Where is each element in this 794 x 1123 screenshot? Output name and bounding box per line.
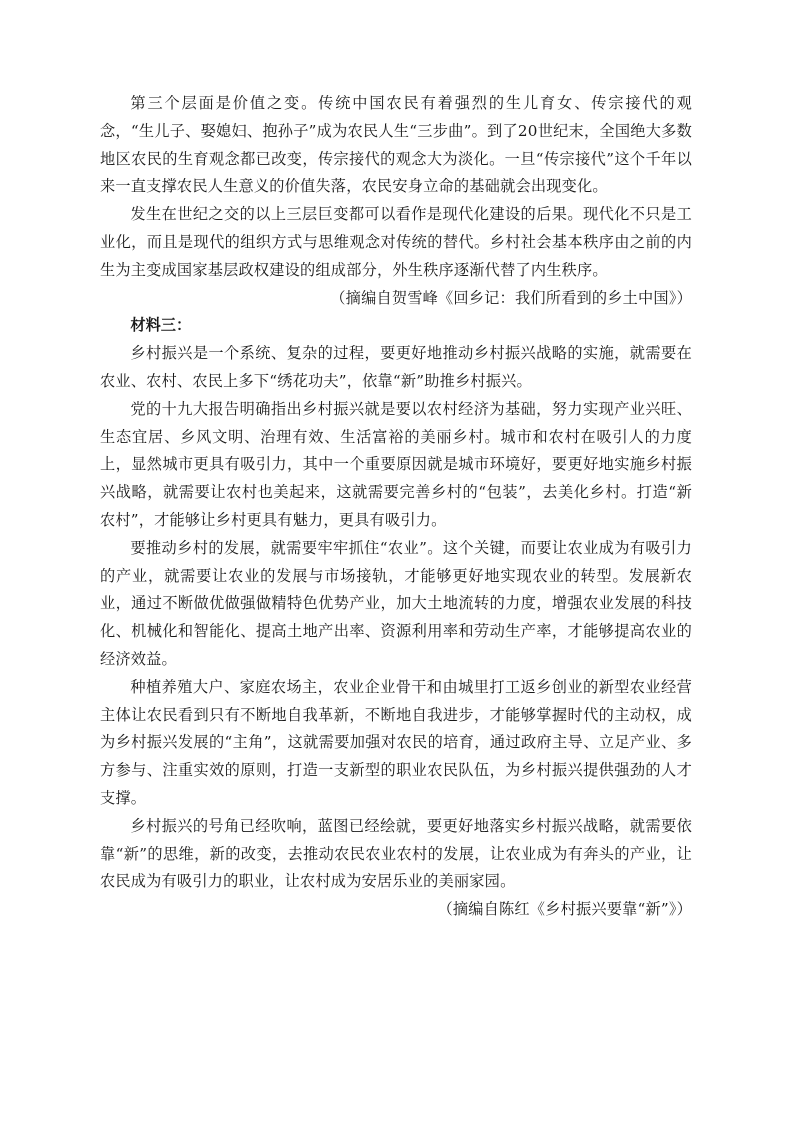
document-page — [100, 90, 692, 924]
paragraph-value-change: 第三个层面是价值之变。传统中国农民有着强烈的生儿育女、传宗接代的观念，“生儿子、娶媳妇、抱孙子”成为农民人生“三步曲”。到了20世纪末，全国绝大多数地区农民的生育观念都已改变，传宗接代的观念大为淡化。一旦“传宗接代”这个千年以来一直支撑农民人生意义的价值失落，农民安身立命的基础就会出现变化。 — [100, 94, 692, 196]
material-three-heading: 材料三： — [130, 316, 192, 335]
paragraph-agriculture-key: 要推动乡村的发展，就需要牢牢抓住“农业”。这个关键，而要让农业成为有吸引力的产业，就需要让农业的发展与市场接轨，才能够更好地实现农业的转型。发展新农业，通过不断做优做强做精特色优势产业，加大土地流转的力度，增强农业发展的科技化、机械化和智能化、提高土地产出率、资源利用率和劳动生产率，才能够提高农业的经济效益。 — [100, 538, 692, 668]
paragraph-new-farmers: 种植养殖大户、家庭农场主，农业企业骨干和由城里打工返乡创业的新型农业经营主体让农民看到只有不断地自我革新，不断地自我进步，才能够掌握时代的主动权，成为乡村振兴发展的“主角”，这就需要加强对农民的培育，通过政府主导、立足产业、多方参与、注重实效的原则，打造一支新型的职业农民队伍，为乡村振兴提供强劲的人才支撑。 — [100, 677, 692, 807]
paragraph-rural-revitalization-intro: 乡村振兴是一个系统、复杂的过程，要更好地推动乡村振兴战略的实施，就需要在农业、农村、农民上多下“绣花功夫”，依靠“新”助推乡村振兴。 — [100, 344, 692, 390]
source-citation-he-xuefeng: （摘编自贺雪峰《回乡记：我们所看到的乡土中国》） — [330, 288, 692, 307]
paragraph-modernization: 发生在世纪之交的以上三层巨变都可以看作是现代化建设的后果。现代化不只是工业化，而且是现代的组织方式与思维观念对传统的替代。乡村社会基本秩序由之前的内生为主变成国家基层政权建设的组成部分，外生秩序逐渐代替了内生秩序。 — [100, 205, 692, 279]
source-citation-chen-hong: （摘编自陈红《乡村振兴要靠“新”》） — [437, 900, 692, 919]
paragraph-conclusion: 乡村振兴的号角已经吹响，蓝图已经绘就，要更好地落实乡村振兴战略，就需要依靠“新”的思维，新的改变，去推动农民农业农村的发展，让农业成为有奔头的产业，让农民成为有吸引力的职业，让农村成为安居乐业的美丽家园。 — [100, 816, 692, 891]
paragraph-beautiful-countryside: 党的十九大报告明确指出乡村振兴就是要以农村经济为基础，努力实现产业兴旺、生态宜居、乡风文明、治理有效、生活富裕的美丽乡村。城市和农村在吸引人的力度上，显然城市更具有吸引力，其中一个重要原因就是城市环境好，要更好地实施乡村振兴战略，就需要让农村也美起来，这就需要完善乡村的“包装”，去美化乡村。打造“新农村”，才能够让乡村更具有魅力，更具有吸引力。 — [100, 399, 692, 529]
